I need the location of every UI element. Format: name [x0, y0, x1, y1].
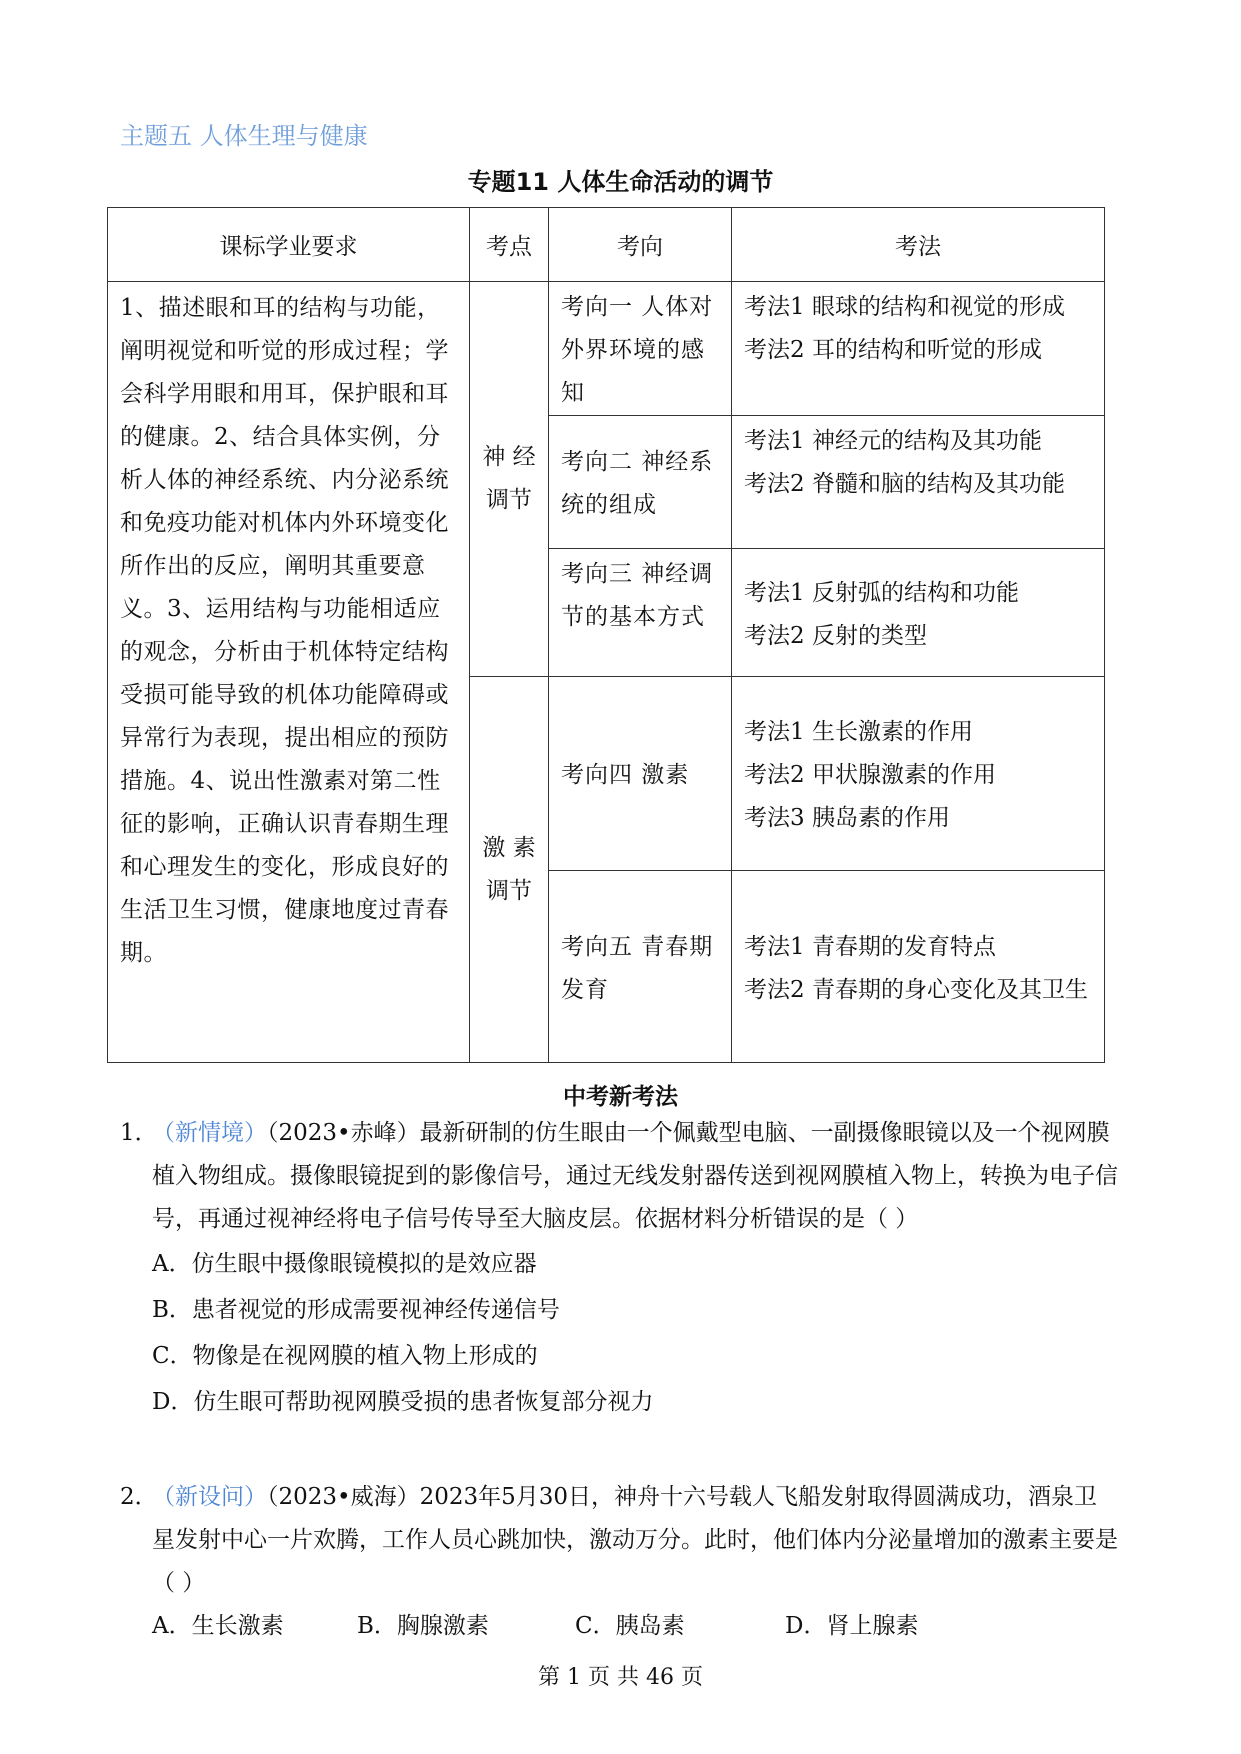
kaofa-item: 考法1 反射弧的结构和功能 [744, 579, 1019, 606]
kaodian-cell: 激 素调节 [470, 677, 549, 1063]
header-cell: 课标学业要求 [108, 208, 470, 282]
kaofa-item: 考法2 青春期的身心变化及其卫生 [744, 976, 1088, 1003]
question-2 [120, 1476, 1120, 1648]
options-row [152, 1605, 1120, 1648]
kaoxiang-cell: 考向四 激素 [549, 677, 732, 871]
option: C．物像是在视网膜的植入物上形成的 [152, 1343, 538, 1369]
question-number: 1． [120, 1120, 158, 1146]
option: B．胸腺激素 [357, 1613, 489, 1639]
kaodian-cell: 神 经调节 [470, 282, 549, 677]
question-text: （2023•赤峰）最新研制的仿生眼由一个佩戴型电脑、一副摄像眼镜以及一个视网膜植入物组成。摄像眼镜捉到的影像信号，通过无线发射器传送到视网膜植入物上，转换为电子信号，再通过视神经将电子信号传导至大脑皮层。依据材料分析错误的是（ ） [152, 1120, 1118, 1232]
option: B．患者视觉的形成需要视神经传递信号 [152, 1297, 560, 1323]
kaofa-item: 考法2 反射的类型 [744, 622, 927, 649]
kaoxiang-cell: 考向二 神经系统的组成 [549, 416, 732, 549]
kaofa-item: 考法2 甲状腺激素的作用 [744, 762, 996, 788]
question-tag: （新设问） [152, 1484, 267, 1510]
kaofa-item: 考法3 胰岛素的作用 [744, 805, 950, 831]
kaofa-cell [732, 677, 1105, 871]
kaofa-item: 考法1 神经元的结构及其功能 [744, 428, 1042, 454]
page-footer: 第 1 页 共 46 页 [538, 1665, 703, 1690]
option: C．胰岛素 [575, 1613, 685, 1639]
question-stem [152, 1476, 1120, 1605]
section-title: 中考新考法 [563, 1084, 678, 1110]
kaoxiang-cell: 考向一 人体对外界环境的感知 [549, 282, 732, 416]
theme-heading: 主题五 人体生理与健康 [120, 122, 368, 150]
kaoxiang-cell: 考向三 神经调节的基本方式 [549, 549, 732, 677]
kaofa-item: 考法1 眼球的结构和视觉的形成 [744, 294, 1065, 320]
question-stem [152, 1112, 1120, 1241]
requirements-table [107, 207, 1105, 1063]
kaofa-item: 考法2 脊髓和脑的结构及其功能 [744, 471, 1065, 497]
header-cell: 考点 [470, 208, 549, 282]
option: D．肾上腺素 [785, 1613, 919, 1639]
kaofa-item: 考法1 生长激素的作用 [744, 719, 973, 745]
question-1 [120, 1112, 1120, 1425]
option: A．仿生眼中摄像眼镜模拟的是效应器 [152, 1251, 537, 1277]
table-row [108, 282, 1105, 416]
option: A．生长激素 [152, 1613, 284, 1639]
kaofa-item: 考法1 青春期的发育特点 [744, 933, 996, 960]
kaofa-cell [732, 282, 1105, 416]
kaofa-item: 考法2 耳的结构和听觉的形成 [744, 337, 1042, 363]
kaofa-cell [732, 549, 1105, 677]
kaoxiang-cell: 考向五 青春期发育 [549, 871, 732, 1063]
kaofa-cell [732, 871, 1105, 1063]
option: D．仿生眼可帮助视网膜受损的患者恢复部分视力 [152, 1389, 654, 1415]
requirements-cell: 1、描述眼和耳的结构与功能，阐明视觉和听觉的形成过程；学会科学用眼和用耳，保护眼和耳的健康。2、结合具体实例，分析人体的神经系统、内分泌系统和免疫功能对机体内外环境变化所作出的反应，阐明其重要意义。3、运用结构与功能相适应的观念，分析由于机体特定结构受损可能导致的机体功能障碍或异常行为表现，提出相应的预防措施。4、说出性激素对第二性征的影响，正确认识青春期生理和心理发生的变化，形成良好的生活卫生习惯，健康地度过青春期。 [108, 282, 470, 1063]
kaofa-cell [732, 416, 1105, 549]
header-cell: 考法 [732, 208, 1105, 282]
question-number: 2． [120, 1484, 158, 1510]
table-header-row [108, 208, 1105, 282]
question-text: （2023•威海）2023年5月30日，神舟十六号载人飞船发射取得圆满成功，酒泉卫星发射中心一片欢腾，工作人员心跳加快，激动万分。此时，他们体内分泌量增加的激素主要是（ ） [152, 1484, 1118, 1596]
page-title: 专题11 人体生命活动的调节 [467, 168, 774, 196]
question-tag: （新情境） [152, 1120, 267, 1146]
header-cell: 考向 [549, 208, 732, 282]
